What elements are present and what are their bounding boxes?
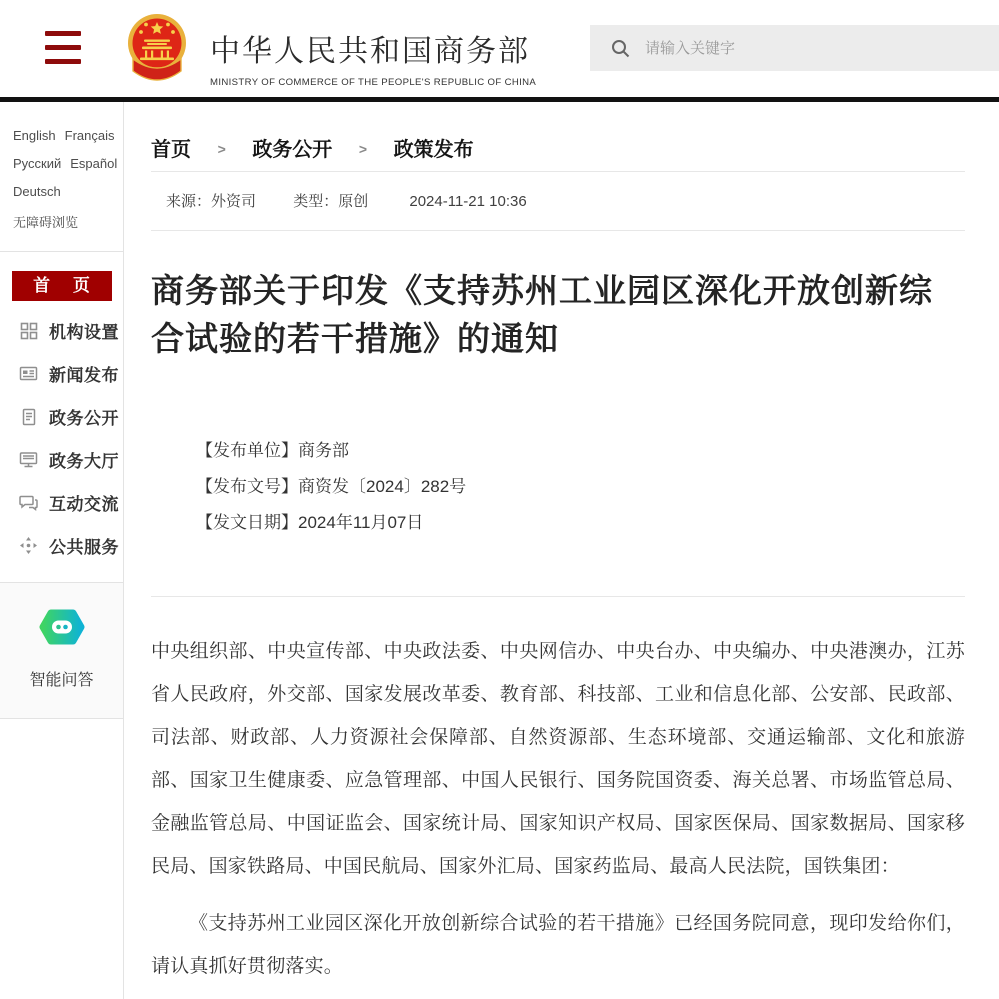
sidebar-item-gov-info[interactable] (0, 395, 123, 438)
sidebar-nav (0, 271, 123, 567)
sidebar-item-interaction[interactable] (0, 481, 123, 524)
search-icon[interactable] (611, 39, 630, 58)
sidebar-item-public-service[interactable] (0, 524, 123, 567)
main-content (124, 102, 999, 999)
sidebar-item-home[interactable]: 首 页 (12, 271, 112, 301)
info-issue-date: 【发文日期】2024年11月07日 (196, 513, 424, 532)
site-title: 中华人民共和国商务部 (210, 35, 530, 68)
sidebar-item-service-hall[interactable] (0, 438, 123, 481)
lang-german[interactable]: Deutsch (13, 184, 61, 199)
sidebar (0, 102, 124, 999)
hamburger-icon (45, 31, 81, 36)
sidebar-item-label: 机构设置 (49, 323, 119, 342)
sidebar-item-news[interactable] (0, 352, 123, 395)
org-grid-icon (19, 321, 38, 340)
public-service-icon (19, 536, 38, 555)
smart-qa-label: 智能问答 (29, 672, 94, 689)
article-info-block (196, 433, 965, 541)
robot-chat-icon (37, 607, 87, 647)
sidebar-item-label: 互动交流 (49, 495, 119, 514)
info-doc-number: 【发布文号】商资发〔2024〕282号 (196, 477, 467, 496)
sidebar-item-label: 政务公开 (49, 409, 119, 428)
lang-russian[interactable]: Русский (13, 156, 62, 171)
search-box[interactable] (590, 25, 999, 71)
chevron-right-icon: > (358, 141, 368, 157)
smart-qa-widget[interactable] (0, 583, 123, 719)
document-icon (19, 407, 38, 426)
article-meta (151, 172, 965, 230)
divider (151, 596, 965, 597)
meta-source: 来源：外资司 (166, 193, 257, 210)
brand-block (210, 26, 536, 88)
menu-button[interactable] (45, 31, 81, 64)
info-publisher: 【发布单位】商务部 (196, 441, 349, 460)
breadcrumb-policy-release[interactable]: 政策发布 (393, 139, 474, 161)
chevron-right-icon: > (217, 141, 226, 157)
search-input[interactable] (645, 40, 945, 57)
language-switcher (0, 102, 123, 252)
breadcrumb-gov-info[interactable]: 政务公开 (252, 139, 333, 161)
breadcrumb-home[interactable]: 首页 (151, 139, 191, 161)
sidebar-item-label: 公共服务 (49, 538, 119, 557)
service-hall-icon (19, 450, 38, 469)
sidebar-item-label: 新闻发布 (49, 366, 119, 385)
national-emblem-logo[interactable] (127, 13, 187, 89)
sidebar-item-org-setup[interactable] (0, 309, 123, 352)
meta-type: 类型：原创 (293, 193, 369, 210)
meta-datetime: 2024-11-21 10:36 (409, 193, 527, 210)
news-icon (19, 364, 38, 383)
article-title: 商务部关于印发《支持苏州工业园区深化开放创新综合试验的若干措施》的通知 (151, 272, 933, 357)
accessibility-link[interactable]: 无障碍浏览 (13, 215, 79, 230)
article-paragraph-recipients: 中央组织部、中央宣传部、中央政法委、中央网信办、中央台办、中央编办、中央港澳办，江苏省人民政府，外交部、国家发展改革委、教育部、科技部、工业和信息化部、公安部、民政部、司法部、财政部、人力资源社会保障部、自然资源部、生态环境部、交通运输部、文化和旅游部、国家卫生健康委、应急管理部、中国人民银行、国务院国资委、海关总署、市场监管总局、金融监管总局、中国证监会、国家统计局、国家知识产权局、国家医保局、国家数据局、国家移民局、国家铁路局、中国民航局、国家外汇局、国家药监局、最高人民法院，国铁集团： (151, 641, 965, 877)
site-subtitle: MINISTRY OF COMMERCE OF THE PEOPLE'S REPUBLIC OF CHINA (210, 77, 537, 88)
lang-spanish[interactable]: Español (70, 156, 118, 171)
lang-english[interactable]: English (13, 128, 56, 143)
lang-french[interactable]: Français (64, 128, 115, 143)
chat-icon (19, 493, 38, 512)
breadcrumb (151, 138, 965, 162)
divider (151, 230, 965, 231)
sidebar-item-label: 政务大厅 (49, 452, 119, 471)
site-header (0, 0, 999, 97)
article-paragraph-notice: 《支持苏州工业园区深化开放创新综合试验的若干措施》已经国务院同意，现印发给你们，请认真抓好贯彻落实。 (151, 913, 965, 977)
